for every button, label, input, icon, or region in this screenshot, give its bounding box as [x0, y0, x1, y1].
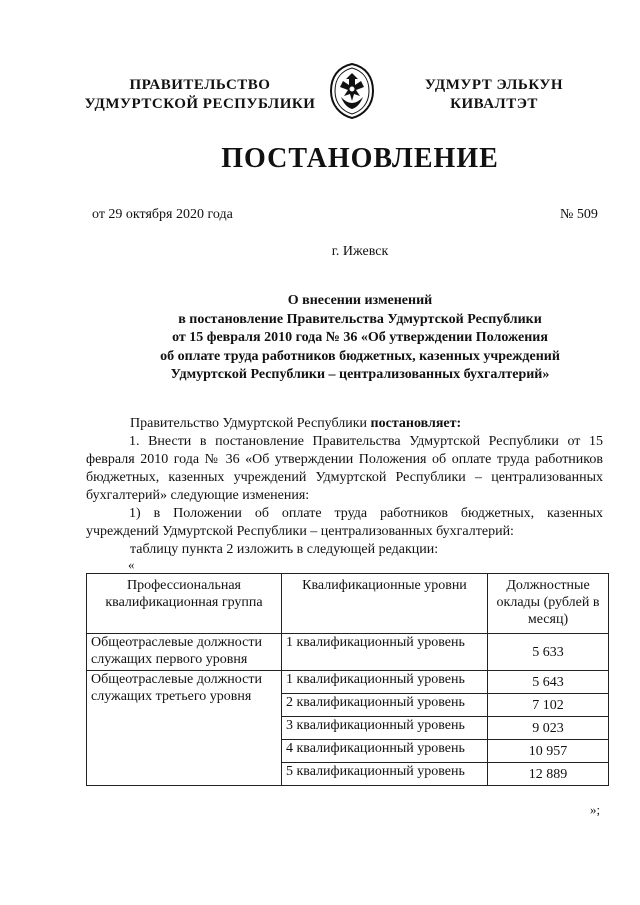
- title-line: об оплате труда работников бюджетных, казенных учреждений: [160, 348, 560, 364]
- opening-quote: «: [128, 557, 135, 572]
- header-salary: Должностные оклады (рублей в месяц): [488, 574, 609, 634]
- header-levels: Квалификационные уровни: [282, 574, 488, 634]
- government-name-udmurt: [404, 76, 584, 114]
- title-line: в постановление Правительства Удмуртской Республики: [178, 311, 542, 327]
- government-name-russian: [70, 76, 330, 114]
- table-row: [87, 671, 609, 694]
- government-name-udmurt-line1: УДМУРТ ЭЛЬКУН: [424, 77, 564, 93]
- intro-text: Правительство Удмуртской Республики: [130, 416, 371, 431]
- group-name-cell: Общеотраслевые должности служащих первого уровня: [87, 634, 282, 671]
- document-type: ПОСТАНОВЛЕНИЕ: [221, 143, 499, 174]
- table-row: [87, 634, 609, 671]
- document-title: [80, 292, 640, 385]
- table-header-row: [87, 574, 609, 634]
- level-cell: 3 квалификационный уровень: [282, 717, 488, 740]
- level-cell: 5 квалификационный уровень: [282, 763, 488, 786]
- title-line: О внесении изменений: [287, 293, 433, 308]
- level-cell: 1 квалификационный уровень: [282, 634, 488, 671]
- government-name-line2: УДМУРТСКОЙ РЕСПУБЛИКИ: [84, 96, 316, 112]
- intro-decree-word: постановляет:: [370, 416, 462, 431]
- salary-cell: 7 102: [488, 694, 609, 717]
- document-number: № 509: [560, 207, 598, 222]
- udmurt-coat-of-arms-icon: [328, 63, 376, 119]
- salary-cell: 9 023: [488, 717, 609, 740]
- closing-quote: »;: [590, 802, 601, 817]
- title-line: Удмуртской Республики – централизованных бухгалтерий»: [170, 367, 550, 382]
- table-intro-paragraph: таблицу пункта 2 изложить в следующей редакции:: [130, 542, 439, 557]
- level-cell: 2 квалификационный уровень: [282, 694, 488, 717]
- level-cell: 4 квалификационный уровень: [282, 740, 488, 763]
- intro-paragraph: [130, 415, 461, 433]
- item-1-paragraph: 1. Внести в постановление Правительства Удмуртской Республики от 15 февраля 2010 года № 36 «Об утверждении Положения об оплате труда работников бюджетных, казенных учреждений Удмуртской Республики – централизованных бухгалтерий» следующие изменения:: [86, 434, 603, 503]
- salary-cell: 5 643: [488, 671, 609, 694]
- government-name-udmurt-line2: КИВАЛТЭТ: [450, 96, 538, 112]
- salary-cell: 5 633: [488, 634, 609, 671]
- government-name-line1: ПРАВИТЕЛЬСТВО: [129, 77, 271, 93]
- item-1-1-paragraph: 1) в Положении об оплате труда работников бюджетных, казенных учреждений Удмуртской Республики – централизованных бухгалтерий:: [86, 506, 603, 539]
- salary-table: [86, 573, 609, 786]
- level-cell: 1 квалификационный уровень: [282, 671, 488, 694]
- salary-cell: 12 889: [488, 763, 609, 786]
- document-date: от 29 октября 2020 года: [92, 207, 233, 222]
- salary-cell: 10 957: [488, 740, 609, 763]
- document-city: г. Ижевск: [331, 244, 389, 259]
- header-group: Профессиональная квалификационная группа: [87, 574, 282, 634]
- title-line: от 15 февраля 2010 года № 36 «Об утверждении Положения: [172, 330, 548, 345]
- group-name-cell: Общеотраслевые должности служащих третьего уровня: [87, 671, 282, 786]
